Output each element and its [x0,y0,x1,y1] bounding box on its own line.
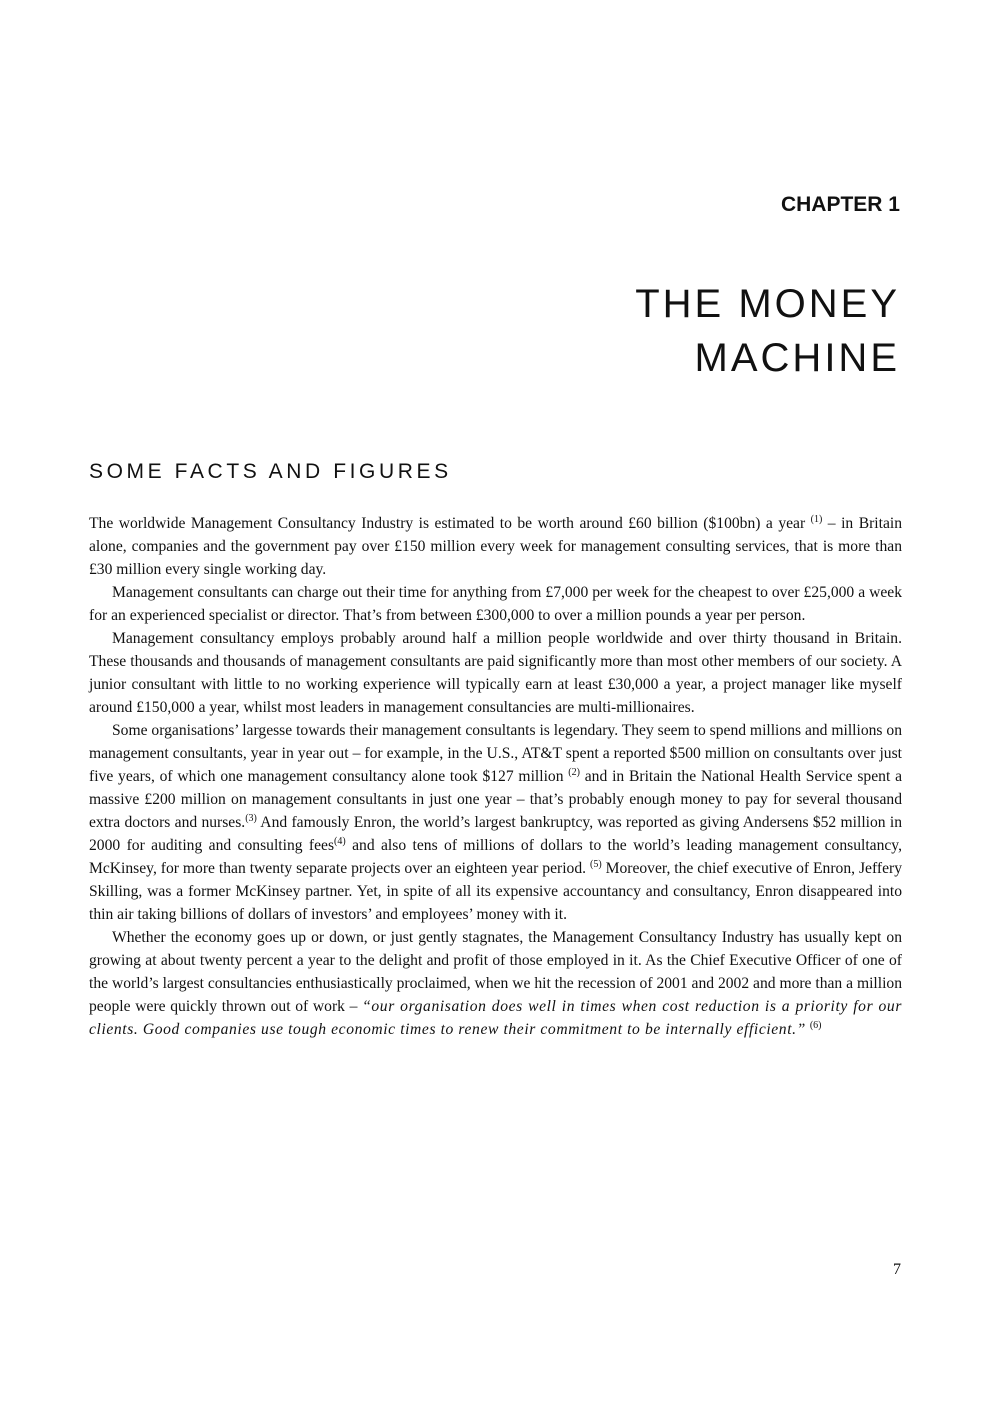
footnote-ref-6: (6) [809,1020,822,1031]
section-heading: SOME FACTS AND FIGURES [89,460,452,483]
footnote-ref-3: (3) [245,813,257,824]
chapter-label: CHAPTER 1 [780,193,900,216]
paragraph-3: Management consultancy employs probably around half a million people worldwide and over thirty thousand in Britain. These thousands and thousands of management consultants are paid significantly more than most other members of our society. A junior consultant with little to no working experience will typically earn at least £30,000 a year, a project manager like myself around £150,000 a year, whilst most leaders in management consultancies are multi-millionaires. [89,630,902,716]
ceo-quote: “our organisation does well in times when cost reduction is a priority for our clients. Good companies use tough economic times to renew their commitment to be internally efficient.” [89,998,902,1038]
footnote-ref-5: (5) [589,859,602,870]
page-number: 7 [893,1261,901,1278]
body-text [89,512,902,1041]
paragraph-2: Management consultants can charge out their time for anything from £7,000 per week for the cheapest to over £25,000 a week for an experienced specialist or director. That’s from between £300,000 to over a million pounds a year per person. [89,584,902,624]
chapter-title-line-1: THE MONEY [635,282,900,326]
chapter-title-line-2: MACHINE [694,336,900,380]
paragraph-1: The worldwide Management Consultancy Industry is estimated to be worth around £60 billion ($100bn) a year $^{(1)}$ – in Britain alone, companies and the government pay over £150 million every week for management consulting services, that is more than £30 million every single working day. [89,514,902,578]
chapter-title [635,277,900,385]
paragraph-4: Some organisations’ largesse towards their management consultants is legendary. They seem to spend millions and millions on management consultants, year in year out – for example, in the U.S., AT&T spent a reported $500 million on consultants over just five years, of which one management consultancy alone took $127 million $^{(2)}$ and in Britain the National Health Service spent a massive £200 million on management consultants in just one year – that’s probably enough money to pay for several thousand extra doctors and nurses.$^{(3)}$ And famously Enron, the world’s largest bankruptcy, was reported as giving Andersens $52 million in 2000 for auditing and consulting fees$^{(4)}$ and also tens of millions of dollars to the world’s leading management consultancy, McKinsey, for more than twenty separate projects over an eighteen year period. $^{(5)}$ Moreover, the chief executive of Enron, Jeffery Skilling, was a former McKinsey partner. Yet, in spite of all its expensive accountancy and consultancy, Enron disappeared into thin air taking billions of dollars of investors’ and employees’ money with it. [89,722,902,923]
footnote-ref-2: (2) [568,767,580,778]
paragraph-5: Whether the economy goes up or down, or just gently stagnates, the Management Consultancy Industry has usually kept on growing at about twenty percent a year to the delight and profit of those employed in it. As the Chief Executive Officer of one of the world’s largest consultancies enthusiastically proclaimed, when we hit the recession of 2001 and 2002 and more than a million people were quickly thrown out of work – “our organisation does well in times when cost reduction is a priority for our clients. Good companies use tough economic times to renew their commitment to be internally efficient.” $^{(6)}$ [89,929,902,1038]
footnote-ref-1: (1) [810,514,823,525]
footnote-ref-4: (4) [334,836,346,847]
